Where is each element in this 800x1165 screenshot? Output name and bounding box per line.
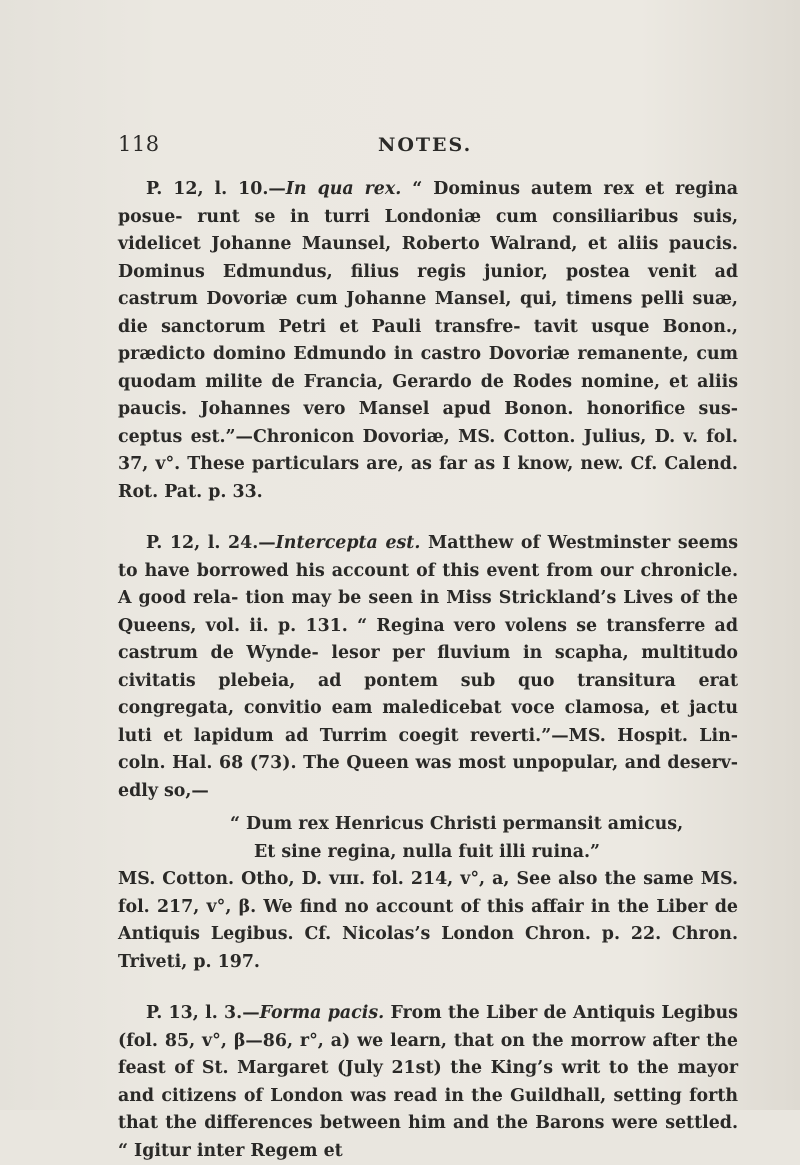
note-paragraph (118, 530, 738, 805)
note-lemma: Forma pacis. (259, 1003, 385, 1023)
paragraph-gap (118, 506, 738, 530)
running-title: NOTES. (378, 134, 473, 156)
note-text: Matthew of Westminster seems to have borrowed his account of this event from our chronicle. A good rela- tion may be seen in Miss Strickland’s Lives of the Queens, vol. ii. p. 131. “ Regina vero volens se transferre ad castrum de Wynde- lesor per fluvium in scapha, multitudo civitatis plebeia, ad pontem sub quo transitura erat congregata, convitio eam maledicebat voce clamosa, et jactu luti et lapidum ad Turrim coegit reverti.”—MS. Hospit. Lin- coln. Hal. 68 (73). The Queen was most unpopular, and deserv- edly so,— (118, 533, 739, 801)
note-text: “ Dominus autem rex et regina posue- runt se in turri Londoniæ cum consiliaribus suis, videlicet Johanne Maunsel, Roberto Walrand, et aliis paucis. Dominus Edmundus, filius regis junior, postea venit ad castrum Dovoriæ cum Johanne Mansel, qui, timens pelli suæ, die sanctorum Petri et Pauli transfre- tavit usque Bonon., prædicto domino Edmundo in castro Dovoriæ remanente, cum quodam milite de Francia, Gerardo de Rodes nomine, et aliis paucis. Johannes vero Mansel apud Bonon. honorifice sus- ceptus est.”—Chronicon Dovoriæ, MS. Cotton. Julius, D. v. fol. 37, v°. These particulars are, as far as I know, new. Cf. Calend. Rot. Pat. p. 33. (118, 179, 739, 502)
note-lemma: Intercepta est. (275, 533, 421, 553)
note-reference: P. 12, l. 24.— (146, 533, 276, 553)
note-paragraph (118, 1000, 738, 1165)
notes-body (118, 176, 738, 1165)
note-lemma: In qua rex. (285, 179, 402, 199)
citation-paragraph: MS. Cotton. Otho, D. vɪɪɪ. fol. 214, v°, a, See also the same MS. fol. 217, v°, β. We find no account of this affair in the Liber de Antiquis Legibus. Cf. Nicolas’s London Chron. p. 22. Chron. Triveti, p. 197. (118, 869, 738, 972)
paragraph-gap (118, 976, 738, 1000)
note-paragraph (118, 176, 738, 506)
verse-quotation (118, 811, 738, 866)
note-reference: P. 12, l. 10.— (146, 179, 286, 199)
note-text: From the Liber de Antiquis Legibus (fol. 85, v°, β—86, r°, a) we learn, that on the morrow after the feast of St. Margaret (July 21st) the King’s writ to the mayor and citizens of London was read in the Guildhall, setting forth that the differences between him and the Barons were settled. “ Igitur inter Regem et (118, 1003, 738, 1161)
note-reference: P. 13, l. 3.— (146, 1003, 260, 1023)
page-number: 118 (118, 132, 160, 156)
verse-line: Et sine regina, nulla fuit illi ruina.” (254, 841, 601, 862)
page-header (118, 132, 738, 162)
verse-line: “ Dum rex Henricus Christi permansit amicus, (230, 814, 684, 834)
